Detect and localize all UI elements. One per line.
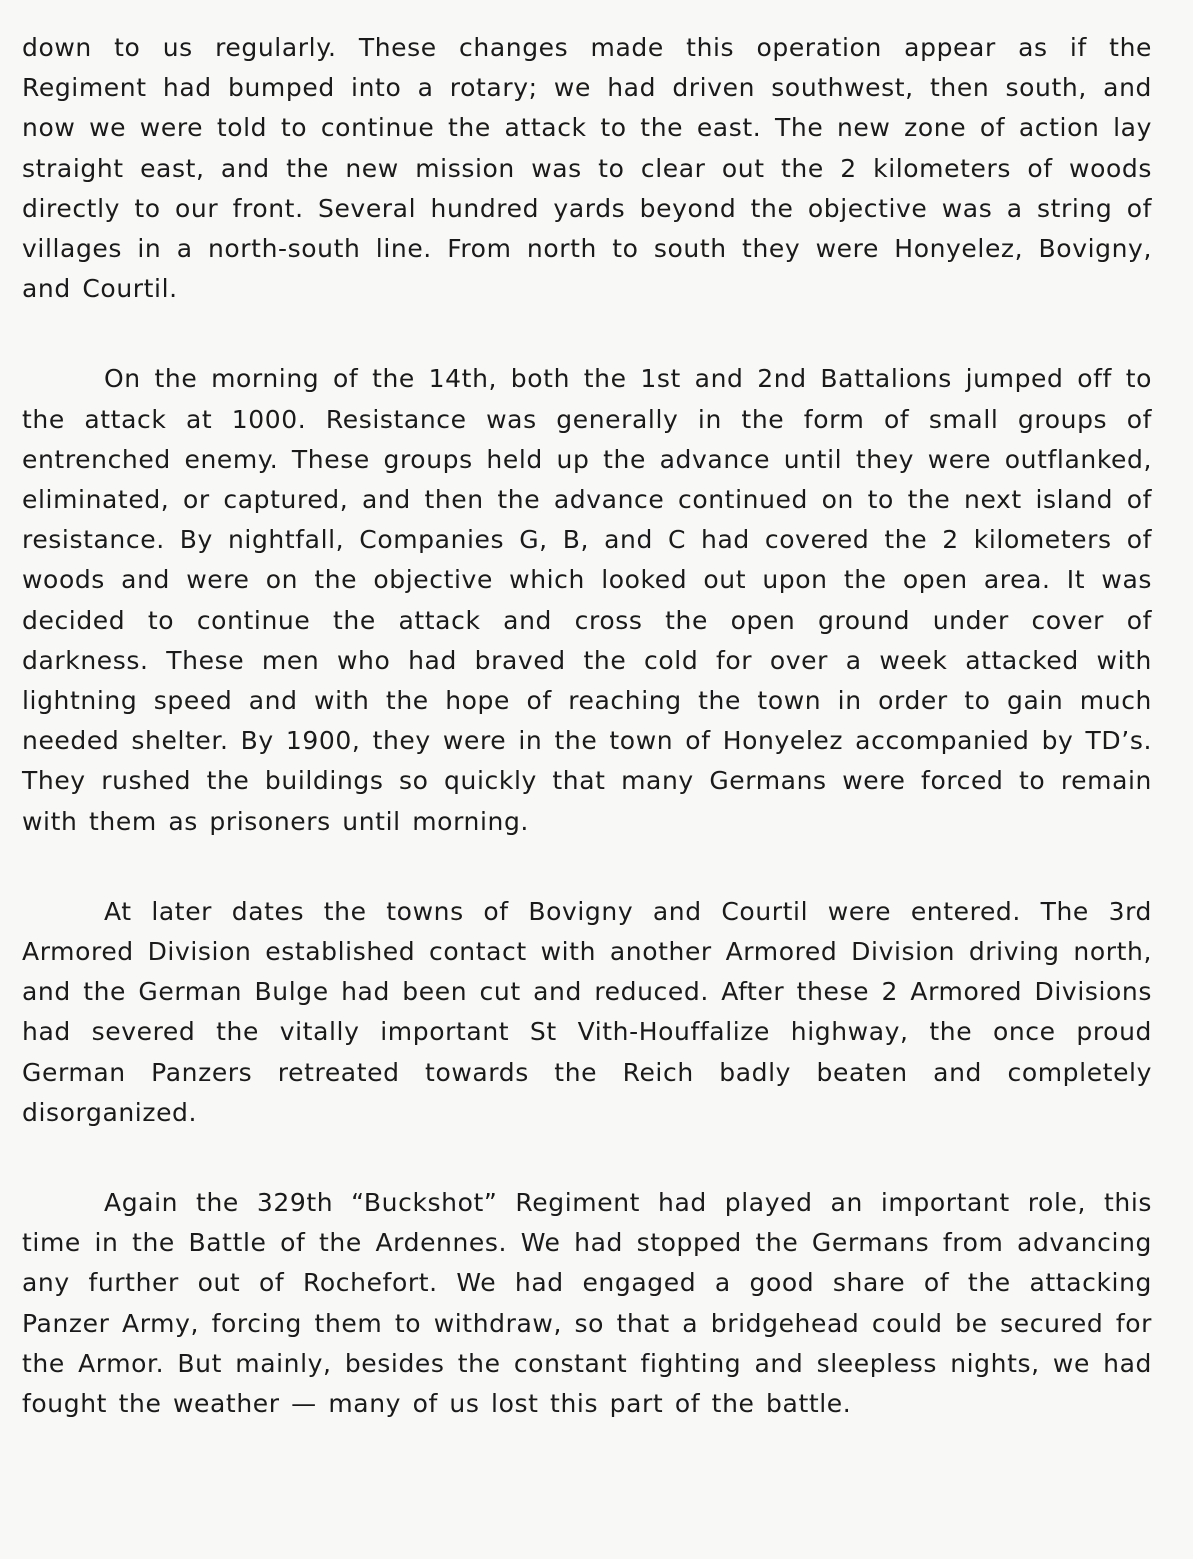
- paragraph-gap: [22, 309, 1152, 359]
- document-page: [22, 28, 1152, 1424]
- paragraph-gap: [22, 1133, 1152, 1183]
- paragraph-continuation: down to us regularly. These changes made this operation appear as if the Regiment had bumped into a rotary; we had driven southwest, then south, and now we were told to continue the attack to the east. The new zone of action lay straight east, and the new mission was to clear out the 2 kilometers of woods directly to our front. Several hundred yards beyond the objective was a string of villages in a north-south line. From north to south they were Honyelez, Bovigny, and Courtil.: [22, 33, 1152, 304]
- paragraph-gap: [22, 842, 1152, 892]
- paragraph-ardennes-summary: Again the 329th “Buckshot” Regiment had played an important role, this time in the Battle of the Ardennes. We had stopped the Germans from advancing any further out of Rochefort. We had engaged a good share of the attacking Panzer Army, forcing them to withdraw, so that a bridgehead could be secured for the Armor. But mainly, besides the constant fighting and sleepless nights, we had fought the weather — many of us lost this part of the battle.: [22, 1188, 1152, 1419]
- paragraph-14th-attack: On the morning of the 14th, both the 1st and 2nd Battalions jumped off to the attack at 1000. Resistance was generally in the form of small groups of entrenched enemy. These groups held up the advance until they were outflanked, eliminated, or captured, and then the advance continued on to the next island of resistance. By nightfall, Companies G, B, and C had covered the 2 kilometers of woods and were on the objective which looked out upon the open area. It was decided to continue the attack and cross the open ground under cover of darkness. These men who had braved the cold for over a week attacked with lightning speed and with the hope of reaching the town in order to gain much needed shelter. By 1900, they were in the town of Honyelez accompanied by TD’s. They rushed the buildings so quickly that many Germans were forced to remain with them as prisoners until morning.: [22, 364, 1152, 836]
- paragraph-bovigny-courtil: At later dates the towns of Bovigny and Courtil were entered. The 3rd Armored Division established contact with another Armored Division driving north, and the German Bulge had been cut and reduced. After these 2 Armored Divisions had severed the vitally important St Vith-Houffalize highway, the once proud German Panzers retreated towards the Reich badly beaten and completely disorganized.: [22, 896, 1152, 1127]
